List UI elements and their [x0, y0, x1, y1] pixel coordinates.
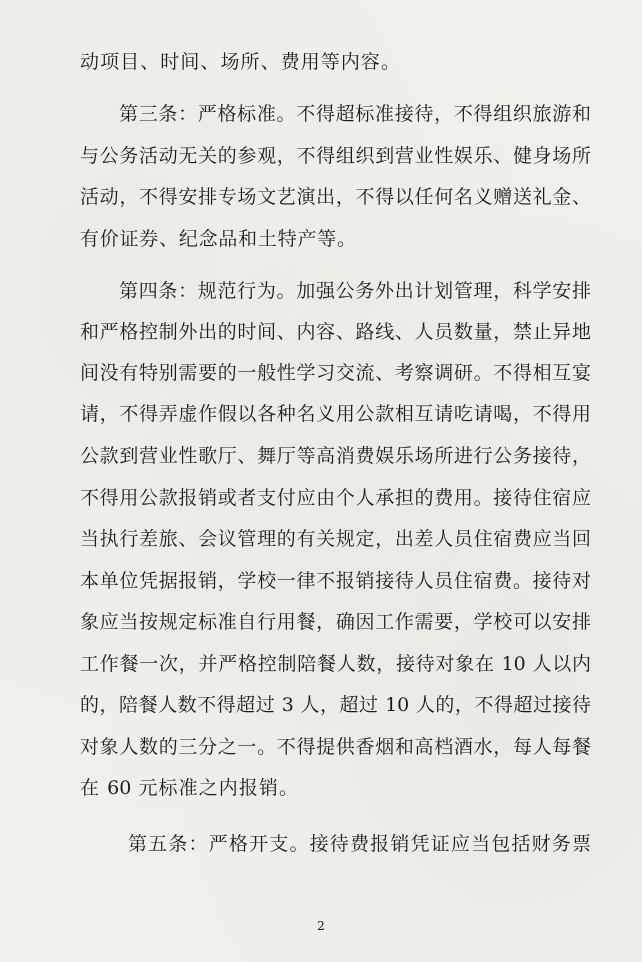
- text-line: [0, 607, 642, 637]
- text-line: [0, 441, 642, 471]
- text-line-content: 和严格控制外出的时间、内容、路线、人员数量，禁止异地: [80, 321, 591, 343]
- text-line: [0, 732, 642, 762]
- text-line-content: 对象人数的三分之一。不得提供香烟和高档酒水，每人每餐: [80, 736, 591, 758]
- text-line: [0, 399, 642, 429]
- text-line: [0, 47, 642, 77]
- text-line: [0, 829, 642, 859]
- text-line-content: 活动，不得安排专场文艺演出，不得以任何名义赠送礼金、: [80, 186, 591, 208]
- text-line: [0, 224, 642, 254]
- text-line-content: 有价证券、纪念品和土特产等。: [80, 228, 356, 250]
- page-number: 2: [317, 919, 325, 933]
- text-line-content: 第三条：严格标准。不得超标准接待，不得组织旅游和: [119, 103, 591, 125]
- text-line: [0, 358, 642, 388]
- text-line-content: 在 60 元标准之内报销。: [80, 777, 298, 799]
- text-line: [0, 649, 642, 679]
- text-line-content: 动项目、时间、场所、费用等内容。: [80, 51, 400, 73]
- text-line: [0, 483, 642, 513]
- text-line-content: 当执行差旅、会议管理的有关规定，出差人员住宿费应当回: [80, 528, 591, 550]
- text-line-content: 象应当按规定标准自行用餐，确因工作需要，学校可以安排: [80, 611, 591, 633]
- text-line-content: 与公务活动无关的参观，不得组织到营业性娱乐、健身场所: [80, 145, 591, 167]
- text-line-content: 的，陪餐人数不得超过 3 人，超过 10 人的，不得超过接待: [80, 694, 591, 716]
- text-line-content: 间没有特别需要的一般性学习交流、考察调研。不得相互宴: [80, 362, 591, 384]
- text-line: [0, 276, 642, 306]
- text-line-content: 请，不得弄虚作假以各种名义用公款相互请吃请喝，不得用: [80, 403, 591, 425]
- text-line: [0, 317, 642, 347]
- text-line: [0, 690, 642, 720]
- text-line: [0, 99, 642, 129]
- text-line-content: 第五条：严格开支。接待费报销凭证应当包括财务票: [128, 833, 591, 855]
- text-line: [0, 566, 642, 596]
- text-line: [0, 524, 642, 554]
- text-line: [0, 141, 642, 171]
- text-line-content: 第四条：规范行为。加强公务外出计划管理，科学安排: [119, 280, 591, 302]
- text-line: [0, 773, 642, 803]
- text-line: [0, 182, 642, 212]
- text-line-content: 工作餐一次，并严格控制陪餐人数，接待对象在 10 人以内: [80, 653, 591, 675]
- text-line-content: 不得用公款报销或者支付应由个人承担的费用。接待住宿应: [80, 487, 591, 509]
- text-line-content: 本单位凭据报销，学校一律不报销接待人员住宿费。接待对: [80, 570, 591, 592]
- text-line-content: 公款到营业性歌厅、舞厅等高消费娱乐场所进行公务接待，: [80, 445, 591, 467]
